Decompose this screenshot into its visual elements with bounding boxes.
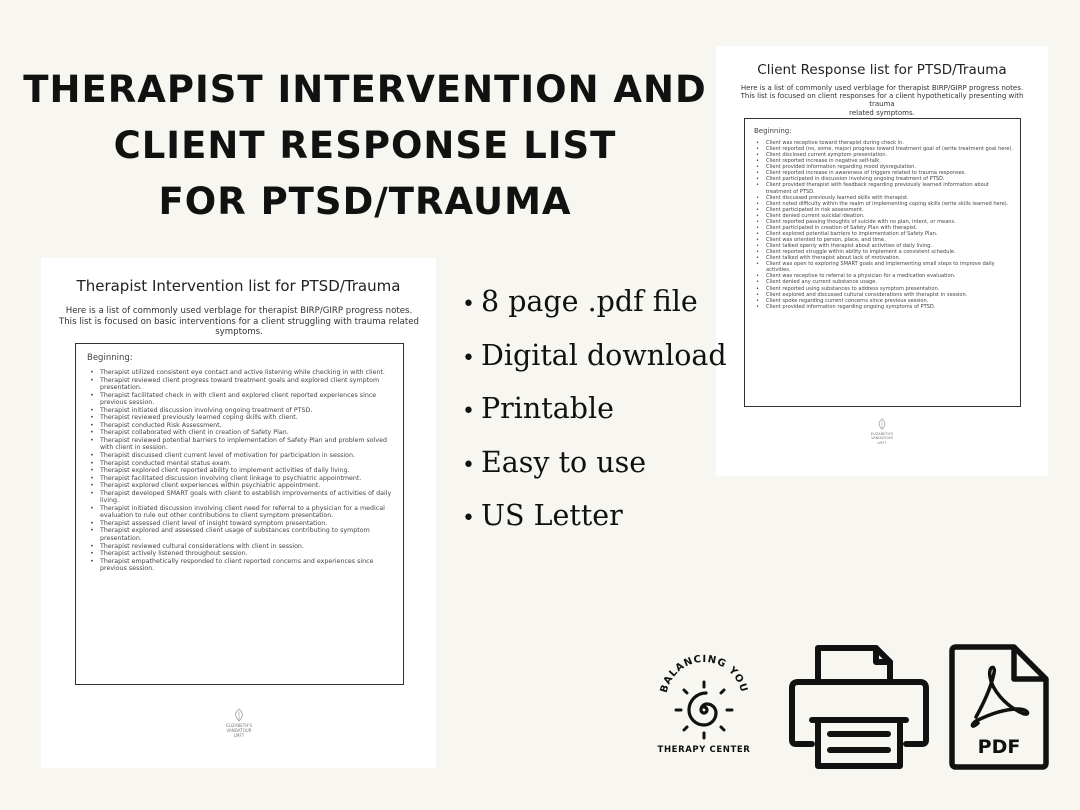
list-item: • Therapist reviewed cultural considerations with client in session.	[90, 543, 398, 551]
sheet-intro-line: This list is focused on basic interventions for a client struggling with trauma related	[58, 316, 419, 327]
list-item: • Therapist discussed client current level of motivation for participation in session.	[90, 452, 398, 460]
list-item: • Therapist facilitated discussion involving client linkage to psychiatric appointment.	[90, 475, 398, 483]
bullet-icon: •	[462, 345, 475, 371]
list-item: • Therapist facilitated check in with client and explored client reported experiences since previous session.	[90, 392, 398, 407]
client-response-sheet-preview	[716, 46, 1048, 476]
feature-label: US Letter	[481, 499, 623, 532]
headline-line-2: CLIENT RESPONSE LIST	[113, 124, 617, 167]
feature-item	[462, 382, 727, 436]
logo-text: VANDATOUR	[871, 436, 893, 440]
sheet-intro-line: Here is a list of commonly used verblage for therapist BIRP/GIRP progress notes.	[65, 306, 413, 316]
sheet-intro	[734, 84, 1030, 117]
printer-icon	[788, 644, 930, 770]
headline	[20, 62, 710, 230]
leaf-icon	[231, 708, 247, 722]
list-item: • Client reported (no, some, major) progress toward treatment goal of (write treatment goal here).	[756, 146, 1015, 152]
bullet-icon: •	[462, 506, 475, 531]
therapist-intervention-sheet-preview	[41, 258, 436, 768]
list-item: • Therapist assessed client level of insight toward symptom presentation.	[90, 520, 398, 528]
pdf-file-icon	[948, 643, 1050, 771]
list-item: • Client participated in discussion involving ongoing treatment of PTSD.	[756, 176, 1015, 182]
list-item: • Client was receptive to referral to a physician for a medication evaluation.	[756, 273, 1015, 279]
logo-text: VANDATOUR	[226, 728, 252, 733]
sheet-title: Therapist Intervention list for PTSD/Trauma	[76, 277, 401, 295]
list-box	[75, 343, 404, 685]
list-item: • Therapist explored client reported ability to implement activities of daily living.	[90, 467, 398, 475]
bullet-icon: •	[462, 292, 475, 317]
list-box	[744, 118, 1021, 407]
list-item: • Client denied current suicidal ideation.	[756, 213, 1015, 219]
list-item: • Therapist reviewed previously learned coping skills with client.	[90, 414, 398, 422]
list-item: • Therapist conducted mental status exam.	[90, 460, 398, 468]
list-item: • Client spoke regarding current concerns since previous session.	[756, 298, 1015, 304]
list-item: • Client reported using substances to address symptom presentation.	[756, 286, 1015, 292]
intervention-list	[90, 369, 398, 573]
list-item: • Therapist initiated discussion involving ongoing treatment of PTSD.	[90, 407, 398, 415]
list-item: • Client talked openly with therapist about activities of daily living.	[756, 243, 1015, 249]
list-item: • Client provided information regarding ongoing symptoms of PTSD.	[756, 304, 1015, 310]
list-item: • Client reported struggle within ability to implement a consistent schedule.	[756, 249, 1015, 255]
feature-label: Easy to use	[481, 445, 647, 479]
sheet-intro-line: related symptoms.	[849, 108, 915, 117]
balancing-you-logo	[652, 642, 756, 760]
list-item: • Client was receptive toward therapist during check in.	[756, 140, 1015, 146]
logo-text: ELIZABETH'S	[870, 431, 894, 436]
list-item: • Therapist collaborated with client in creation of Safety Plan.	[90, 429, 398, 437]
feature-label: Printable	[481, 392, 614, 425]
list-item: • Therapist explored and assessed client usage of substances contributing to symptom presentation.	[90, 527, 398, 542]
sheet-intro-line: Here is a list of commonly used verblage for therapist BIRP/GIRP progress notes.	[740, 84, 1024, 92]
list-item: • Client reported increase in negative self-talk.	[756, 158, 1015, 164]
feature-label: Digital download	[481, 338, 727, 372]
list-item: • Client disclosed current symptom presentation.	[756, 152, 1015, 158]
logo-text: LMFT	[233, 733, 245, 738]
list-item: • Client discussed previously learned skills with therapist.	[756, 195, 1015, 201]
list-item: • Therapist actively listened throughout session.	[90, 550, 398, 558]
list-item: • Therapist empathetically responded to client reported concerns and experiences since previous session.	[90, 558, 398, 573]
list-item: • Client was open to exploring SMART goals and implementing small steps to improve daily activities.	[756, 261, 1015, 273]
sun-spiral-logo-icon	[676, 682, 732, 738]
list-item: • Client reported passing thoughts of suicide with no plan, intent, or means.	[756, 219, 1015, 225]
author-logo	[209, 708, 269, 738]
list-item: • Client provided therapist with feedback regarding previously learned information about treatment of PTSD.	[756, 182, 1015, 194]
leaf-icon	[875, 418, 889, 430]
section-heading: Beginning:	[87, 353, 133, 363]
list-item: • Therapist initiated discussion involving client need for referral to a physician for a medical evaluation to rule out other contributions to client symptom presentation.	[90, 505, 398, 520]
feature-item	[462, 489, 727, 543]
response-list	[756, 140, 1015, 310]
list-item: • Client explored and discussed cultural considerations with therapist in session.	[756, 292, 1015, 298]
feature-item	[462, 329, 727, 383]
list-item: • Therapist reviewed client progress toward treatment goals and explored client symptom presentation.	[90, 377, 398, 392]
list-item: • Client denied any current substance usage.	[756, 279, 1015, 285]
section-heading: Beginning:	[754, 127, 792, 135]
brand-arc-text: BALANCING YOU	[658, 653, 750, 695]
acrobat-mark-icon	[972, 667, 1027, 726]
sheet-intro-line: symptoms.	[215, 327, 263, 337]
feature-item	[462, 436, 727, 490]
list-item: • Client was oriented to person, place, and time.	[756, 237, 1015, 243]
list-item: • Client participated in risk assessment.	[756, 207, 1015, 213]
bullet-icon: •	[462, 399, 475, 424]
list-item: • Therapist developed SMART goals with client to establish improvements of activities of daily living.	[90, 490, 398, 505]
list-item: • Client participated in creation of Safety Plan with therapist.	[756, 225, 1015, 231]
list-item: • Client noted difficulty within the realm of implementing coping skills (write skills learned here).	[756, 201, 1015, 207]
brand-bottom-text: THERAPY CENTER	[657, 745, 751, 755]
list-item: • Therapist conducted Risk Assessment.	[90, 422, 398, 430]
pdf-label: PDF	[977, 736, 1021, 758]
headline-line-1: THERAPIST INTERVENTION AND	[23, 68, 707, 111]
list-item: • Therapist utilized consistent eye contact and active listening while checking in with client.	[90, 369, 398, 377]
logo-text: ELIZABETH'S	[226, 723, 252, 728]
author-logo	[856, 418, 908, 445]
feature-label: 8 page .pdf file	[481, 285, 698, 318]
list-item: • Client talked with therapist about lack of motivation.	[756, 255, 1015, 261]
sheet-intro-line: This list is focused on client responses for a client hypothetically presenting with trauma	[740, 92, 1024, 109]
feature-item	[462, 275, 727, 329]
list-item: • Therapist explored client experiences within psychiatric appointment.	[90, 482, 398, 490]
sheet-intro	[55, 306, 423, 338]
headline-line-3: FOR PTSD/TRAUMA	[158, 180, 572, 223]
feature-list	[462, 275, 727, 543]
sheet-title: Client Response list for PTSD/Trauma	[757, 62, 1007, 78]
list-item: • Client reported increase in awareness of triggers related to trauma responses.	[756, 170, 1015, 176]
list-item: • Therapist reviewed potential barriers to implementation of Safety Plan and problem solved with client in session.	[90, 437, 398, 452]
logo-text: LMFT	[877, 440, 887, 445]
list-item: • Client provided information regarding mood dysregulation.	[756, 164, 1015, 170]
bullet-icon: •	[462, 452, 475, 478]
list-item: • Client explored potential barriers to implementation of Safety Plan.	[756, 231, 1015, 237]
